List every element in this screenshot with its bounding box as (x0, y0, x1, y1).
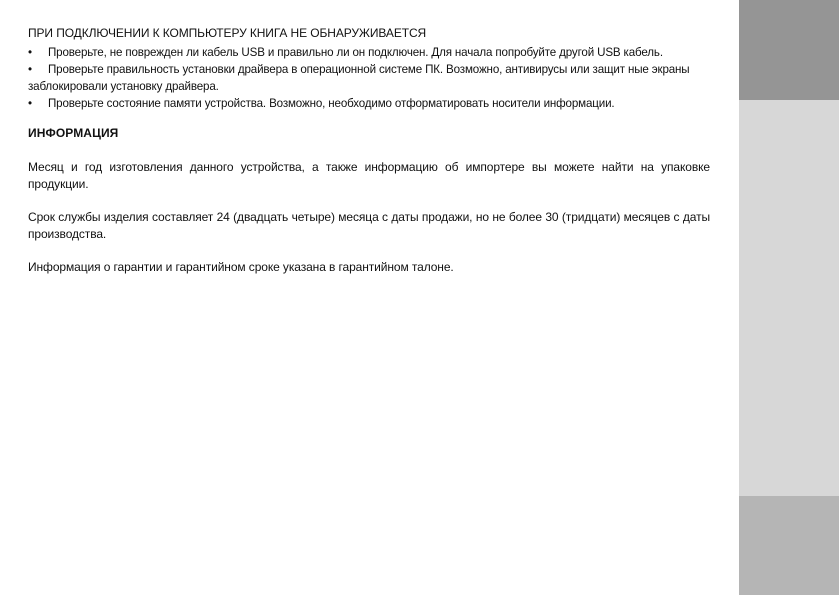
bullet-icon: • (28, 46, 32, 59)
side-tab-middle (739, 100, 839, 496)
list-item (28, 44, 710, 61)
troubleshooting-list (28, 44, 710, 112)
list-item (28, 61, 710, 95)
bullet-icon: • (28, 63, 32, 76)
troubleshooting-title: ПРИ ПОДКЛЮЧЕНИИ К КОМПЬЮТЕРУ КНИГА НЕ ОБНАРУЖИВАЕТСЯ (28, 26, 427, 40)
list-item-text: Проверьте правильность установки драйвера в операционной системе ПК. Возможно, антивирусы или защит ные экраны заблокировали установку драйвера. (28, 63, 690, 93)
list-item-text: Проверьте состояние памяти устройства. Возможно, необходимо отформатировать носители информации. (48, 97, 615, 110)
side-tab-bottom (739, 496, 839, 595)
side-tab-top (739, 0, 839, 100)
list-item-text: Проверьте, не поврежден ли кабель USB и правильно ли он подключен. Для начала попробуйте другой USB кабель. (48, 46, 663, 59)
info-paragraph-service-life: Срок службы изделия составляет 24 (двадцать четыре) месяца с даты продажи, но не более 30 (тридцати) месяцев с даты производства. (28, 210, 710, 241)
info-paragraph-warranty: Информация о гарантии и гарантийном сроке указана в гарантийном талоне. (28, 260, 454, 274)
information-title: ИНФОРМАЦИЯ (28, 126, 119, 140)
bullet-icon: • (28, 97, 32, 110)
page-content (28, 26, 710, 276)
list-item (28, 95, 710, 112)
info-paragraph-manufacture: Месяц и год изготовления данного устройства, а также информацию об импортере вы можете найти на упаковке продукции. (28, 160, 710, 191)
